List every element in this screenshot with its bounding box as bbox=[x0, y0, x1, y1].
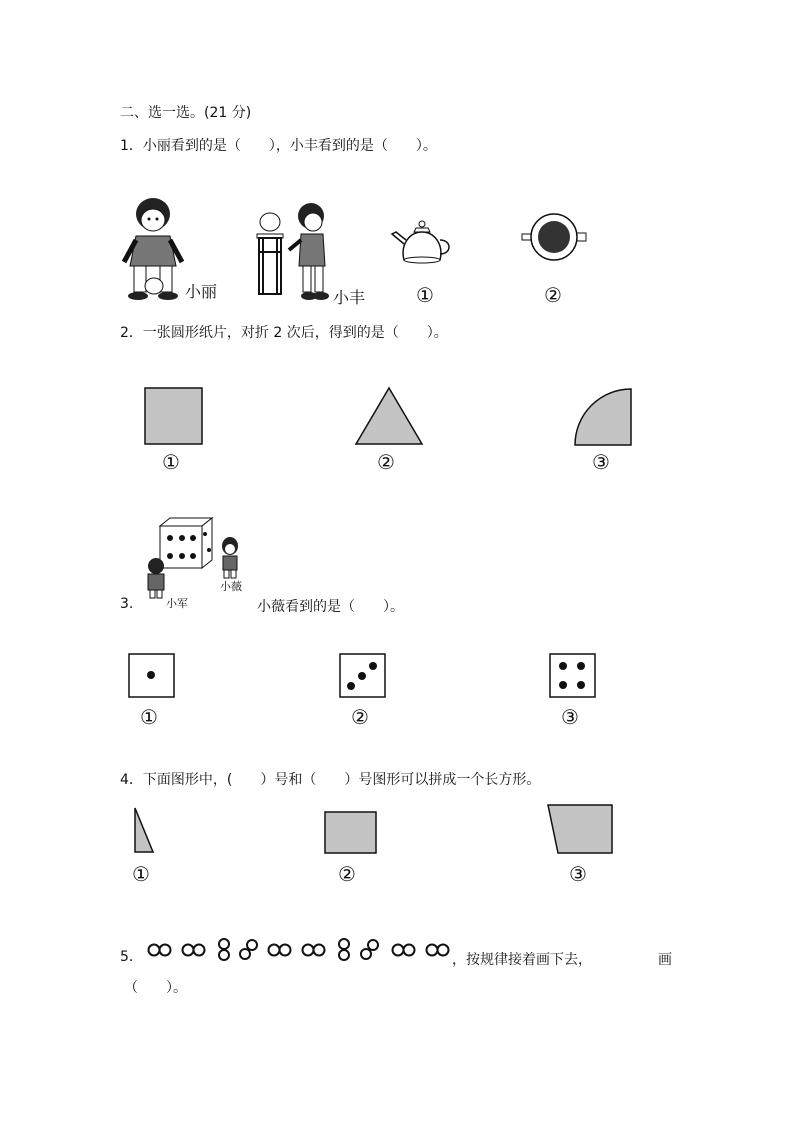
trapezoid-shape bbox=[546, 803, 616, 855]
girl-illustration bbox=[118, 196, 188, 302]
die-face-four bbox=[549, 653, 597, 699]
question-3-text: 小薇看到的是（ ）。 bbox=[257, 599, 404, 615]
q2-option-1: ① bbox=[162, 450, 180, 474]
q4-option-1: ① bbox=[132, 862, 150, 886]
q3-option-3: ③ bbox=[561, 705, 579, 729]
question-3-number: 3. bbox=[120, 596, 134, 612]
label-xiaofeng: 小丰 bbox=[333, 288, 366, 307]
question-5-text: ，按规律接着画下去， bbox=[452, 952, 592, 968]
question-5-answer-blank: （ ）。 bbox=[124, 980, 187, 996]
q4-option-2: ② bbox=[338, 862, 356, 886]
boy-illustration bbox=[253, 200, 333, 302]
quarter-circle-shape bbox=[574, 388, 634, 446]
teapot-side-view bbox=[390, 220, 454, 266]
q3-option-2: ② bbox=[351, 705, 369, 729]
circle-pattern-sequence bbox=[146, 936, 452, 964]
question-4-text: 4．下面图形中，( ）号和（ ）号图形可以拼成一个长方形。 bbox=[120, 772, 541, 788]
q1-option-2: ② bbox=[544, 283, 562, 307]
question-1-text: 1．小丽看到的是（ ），小丰看到的是（ ）。 bbox=[120, 138, 437, 154]
q1-option-1: ① bbox=[416, 283, 434, 307]
section-title: 二、选一选。(21 分) bbox=[120, 105, 252, 121]
q2-option-3: ③ bbox=[592, 450, 610, 474]
rectangle-shape bbox=[324, 811, 378, 855]
q4-option-3: ③ bbox=[569, 862, 587, 886]
q2-option-2: ② bbox=[377, 450, 395, 474]
right-triangle-shape bbox=[133, 806, 155, 854]
triangle-shape bbox=[354, 387, 424, 445]
die-face-three bbox=[339, 653, 387, 699]
question-5-number: 5. bbox=[120, 949, 134, 965]
question-5-text-end: 画 bbox=[658, 952, 672, 968]
q3-option-1: ① bbox=[140, 705, 158, 729]
label-xiaoli: 小丽 bbox=[185, 282, 218, 301]
teapot-top-view bbox=[520, 212, 588, 266]
die-face-one bbox=[128, 653, 176, 699]
question-2-text: 2．一张圆形纸片，对折 2 次后，得到的是（ ）。 bbox=[120, 325, 448, 341]
label-xiaowei: 小薇 bbox=[220, 580, 242, 593]
square-shape bbox=[144, 387, 204, 445]
label-xiaojun: 小军 bbox=[166, 597, 188, 610]
